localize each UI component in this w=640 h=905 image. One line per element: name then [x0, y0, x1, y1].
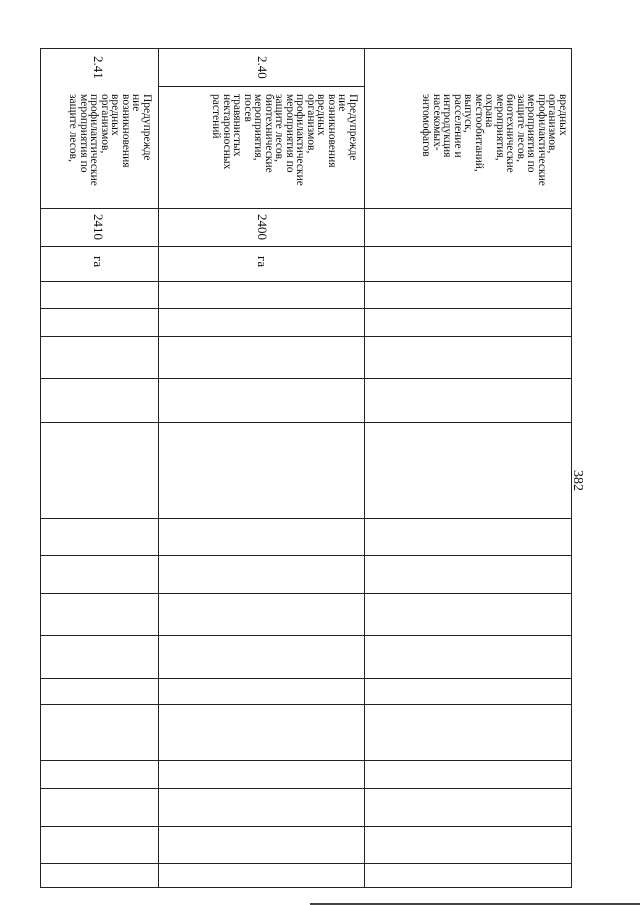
grid-line: [158, 86, 364, 87]
grid-line: [40, 826, 572, 827]
grid-line: [40, 704, 572, 705]
grid-line: [40, 336, 572, 337]
grid-line: [40, 760, 572, 761]
continued-description: вредных организмов, профилактические мероприятия по защите лесов, биотехнические мероприятия, охрана местообитаний, выпуск, расселение и интродукция насекомых- энтомофагов: [420, 94, 569, 186]
page-number: 382: [570, 470, 585, 491]
row-value: 2410: [91, 214, 106, 240]
grid-line: [40, 518, 572, 519]
row-description: Предупрежде ние возникновения вредных организмов, профилактические мероприятия по защите лесов, биотехнические мероприятия, посев травянистых нектароносных растений: [210, 94, 359, 186]
grid-line: [40, 678, 572, 679]
data-table: [40, 48, 572, 888]
row-unit: га: [255, 256, 270, 268]
grid-line: [40, 281, 572, 282]
grid-line: [40, 593, 572, 594]
row-index: 2.40: [255, 56, 270, 79]
grid-line: [40, 378, 572, 379]
row-value: 2400: [255, 214, 270, 240]
row-description: Предупрежде ние возникновения вредных организмов, профилактические мероприятия по защите лесов,: [67, 94, 153, 186]
grid-line: [40, 788, 572, 789]
grid-line: [40, 555, 572, 556]
band-divider: [158, 48, 159, 888]
row-unit: га: [91, 256, 106, 268]
band-divider: [364, 48, 365, 888]
grid-line: [40, 635, 572, 636]
grid-line: [40, 208, 572, 209]
grid-line: [40, 308, 572, 309]
row-index: 2.41: [91, 56, 106, 79]
grid-line: [40, 863, 572, 864]
grid-line: [40, 246, 572, 247]
grid-line: [40, 422, 572, 423]
